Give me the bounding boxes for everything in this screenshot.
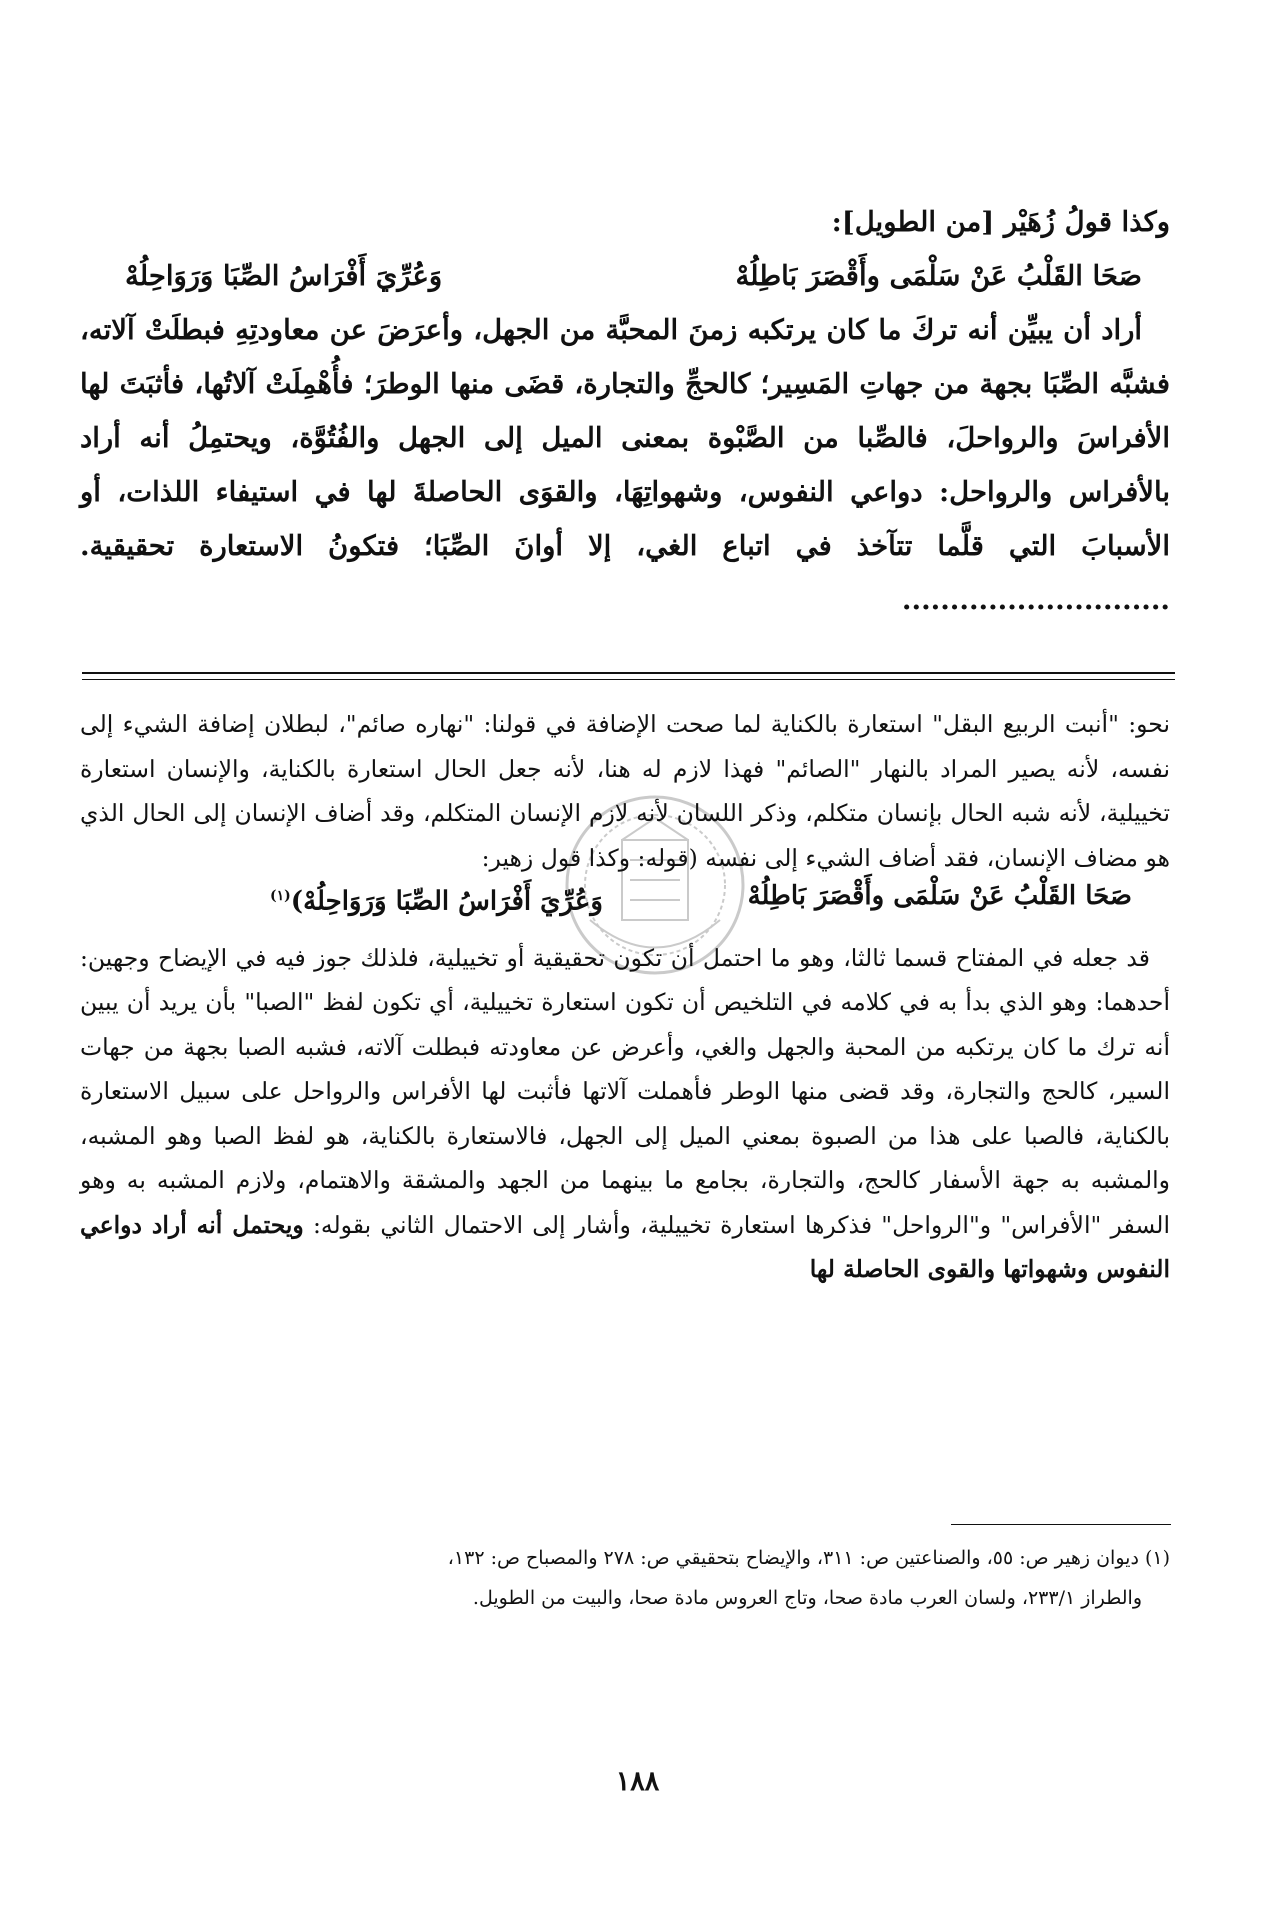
footnote-line-2: والطراز ٢٣٣/١، ولسان العرب مادة صحا، وتاج العروس مادة صحا، والبيت من الطويل. [472, 1587, 1142, 1609]
matn-block [80, 195, 1170, 627]
matn-paragraph-text: أراد أن يبيِّن أنه تركَ ما كان يرتكبه زمنَ المحبَّة من الجهل، وأعرَضَ عن معاودتِهِ فبطلَتْ آلاته، فشبَّه الصِّبَا بجهة من جهاتِ المَسِير؛ كالحجِّ والتجارة، قضَى منها الوطرَ؛ فأُهْمِلَتْ آلاتُها، فأثبَتَ لها الأفراسَ والرواحلَ، فالصِّبا من الصَّبْوة بمعنى الميل إلى الجهل والفُتُوَّة، ويحتمِلُ أنه أراد بالأفراس والرواحل: دواعي النفوس، وشهواتِهَا، والقوَى الحاصلةَ لها في استيفاء اللذات، أو الأسبابَ التي قلَّما تتآخذ في اتباع الغي، إلا أوانَ الصِّبَا؛ فتكونُ الاستعارة تحقيقية. [80, 314, 1170, 562]
matn-paragraph [80, 303, 1170, 627]
separator-rule-thin [82, 679, 1175, 680]
footnote-line-1: (١) ديوان زهير ص: ٥٥، والصناعتين ص: ٣١١، والإيضاح بتحقيقي ص: ٢٧٨ والمصباح ص: ١٣٢، [447, 1547, 1170, 1569]
sharh-block [80, 702, 1170, 1292]
sharh-paragraph-2-quote: ويحتمل أنه أراد دواعي النفوس وشهواتها والقوى الحاصلة لها [80, 1210, 1170, 1284]
footnote-marker: (١) [270, 888, 291, 904]
matn-dots: ............................ [901, 584, 1170, 616]
sharh-verse-second-hemistich: وَعُرِّيَ أَفْرَاسُ الصِّبَا وَرَوَاحِلُهْ) [290, 886, 603, 917]
verse-first-hemistich: صَحَا القَلْبُ عَنْ سَلْمَى وأَقْصَرَ بَاطِلُهْ [735, 260, 1142, 292]
footnotes-block [80, 1538, 1170, 1618]
matn-intro: وكذا قولُ زُهَيْر [من الطويل]: [831, 206, 1170, 238]
sharh-paragraph-2 [80, 936, 1170, 1292]
sharh-verse [80, 876, 1170, 922]
sharh-paragraph-2-text: قد جعله في المفتاح قسما ثالثا، وهو ما احتمل أن تكون تحقيقية أو تخييلية، فلذلك جوز فيه في الإيضاح وجهين: أحدهما: وهو الذي بدأ به في كلامه في التلخيص أن تكون استعارة تخييلية، أي تكون لفظ "الصبا" بأن يريد أن يبين أنه ترك ما كان يرتكبه من المحبة والجهل والغي، وأعرض عن معاودته فبطلت آلاته، فشبه الصبا بجهة من جهات السير، كالحج والتجارة، وقد قضى منها الوطر فأهملت آلاتها فأثبت لها الأفراس والرواحل على سبيل الاستعارة بالكناية، فالصبا على هذا من الصبوة بمعني الميل إلى الجهل، فالاستعارة بالكناية، هو لفظ الصبا وهو المشبه، والمشبه به جهة الأسفار كالحج، والتجارة، بجامع ما بينهما من الجهد والمشقة والاهتمام، ولازم المشبه به وهو السفر "الأفراس" و"الرواحل" فذكرها استعارة تخييلية، وأشار إلى الاحتمال الثاني بقوله: [80, 943, 1170, 1239]
sharh-paragraph-1: نحو: "أنبت الربيع البقل" استعارة بالكناية لما صحت الإضافة في قولنا: "نهاره صائم"، لبطلان إضافة الشيء إلى نفسه، لأنه يصير المراد بالنهار "الصائم" فهذا لازم له هنا، لأنه جعل الحال استعارة بالكناية، والإنسان استعارة تخييلية، لأنه شبه الحال بإنسان متكلم، وذكر اللسان لأنه لازم الإنسان المتكلم، وقد أضاف الإنسان إلى الحال الذي هو مضاف الإنسان، فقد أضاف الشيء إلى نفسه (قوله: وكذا قول زهير: [80, 710, 1170, 872]
sharh-verse-first-hemistich: صَحَا القَلْبُ عَنْ سَلْمَى وأَقْصَرَ بَاطِلُهْ [747, 881, 1132, 911]
sharh-verse-second-hemistich-wrap [270, 876, 603, 922]
verse-second-hemistich: وَعُرِّيَ أَفْرَاسُ الصِّبَا وَرَوَاحِلُهْ [125, 260, 443, 292]
page-number: ١٨٨ [615, 1766, 660, 1797]
matn-verse [80, 249, 1170, 303]
footnote-separator [951, 1524, 1171, 1525]
separator-rule-thick [82, 672, 1175, 674]
